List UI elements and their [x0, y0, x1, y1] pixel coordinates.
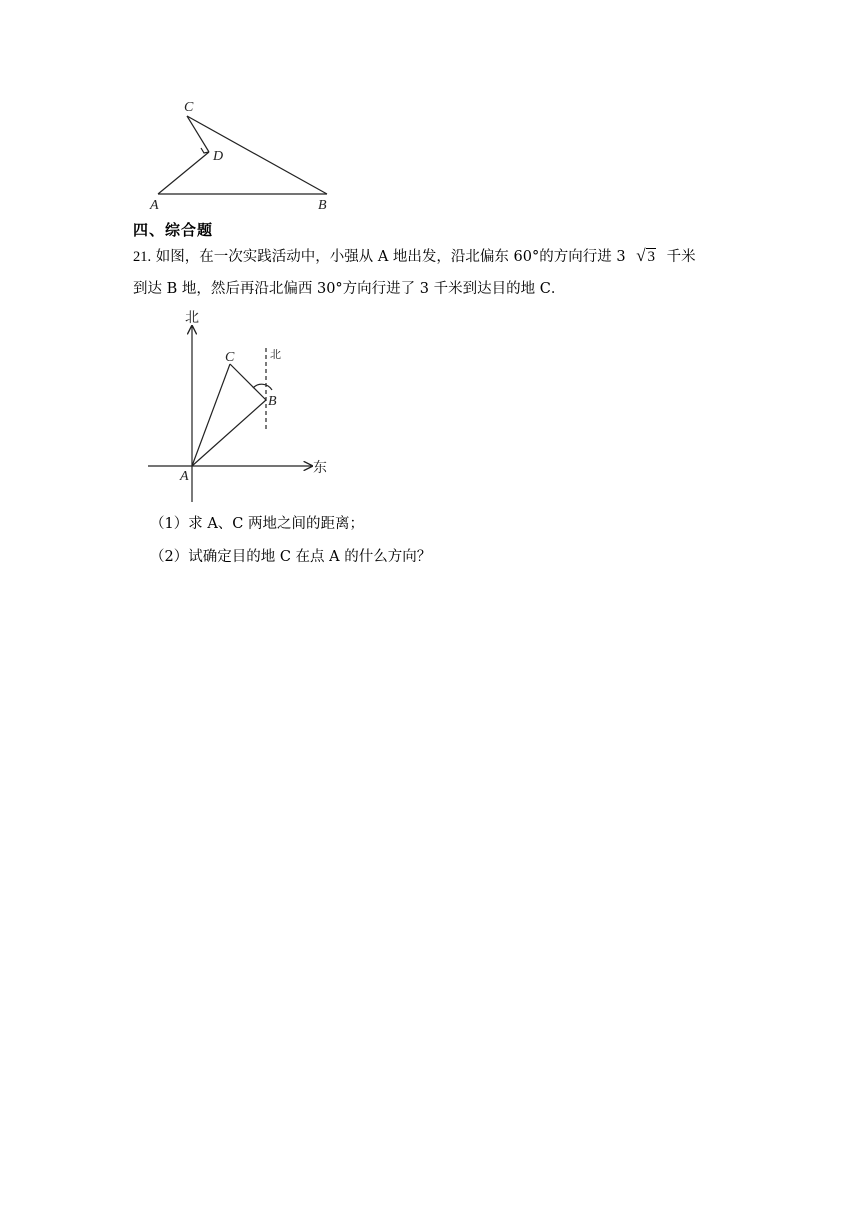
question-2: （2）试确定目的地 C 在点 A 的什么方向？	[150, 549, 432, 565]
label-c: C	[184, 100, 194, 115]
north-axis-label: 北	[185, 310, 199, 326]
label-b: B	[318, 198, 327, 213]
segment-ad	[158, 152, 209, 194]
segment-bc	[230, 364, 266, 400]
label-c: C	[225, 350, 235, 365]
segment-cd	[187, 116, 209, 152]
label-a: A	[180, 469, 189, 484]
direction-figure	[140, 300, 340, 510]
problem-number: 21.	[133, 249, 152, 265]
label-d: D	[213, 149, 224, 164]
problem-line-1	[133, 246, 696, 267]
segment-ac	[192, 364, 230, 466]
triangle-figure	[140, 95, 340, 215]
question-1: （1）求 A、C 两地之间的距离；	[150, 516, 365, 532]
segment-cb	[187, 116, 327, 194]
problem-unit: 千米	[666, 249, 696, 265]
label-b: B	[268, 394, 277, 409]
north-marker-label: 北	[270, 348, 281, 361]
section-title: 四、综合题	[133, 221, 214, 239]
sqrt-expression: √ 3	[636, 246, 656, 265]
problem-text-1: 如图，在一次实践活动中，小强从 A 地出发，沿北偏东 60°的方向行进 3	[155, 249, 626, 265]
label-a: A	[150, 198, 159, 213]
segment-ab	[192, 400, 266, 466]
sqrt-radicand: 3	[647, 249, 656, 265]
east-axis-label: 东	[313, 460, 327, 476]
problem-line-2: 到达 B 地，然后再沿北偏西 30°方向行进了 3 千米到达目的地 C．	[133, 281, 566, 297]
